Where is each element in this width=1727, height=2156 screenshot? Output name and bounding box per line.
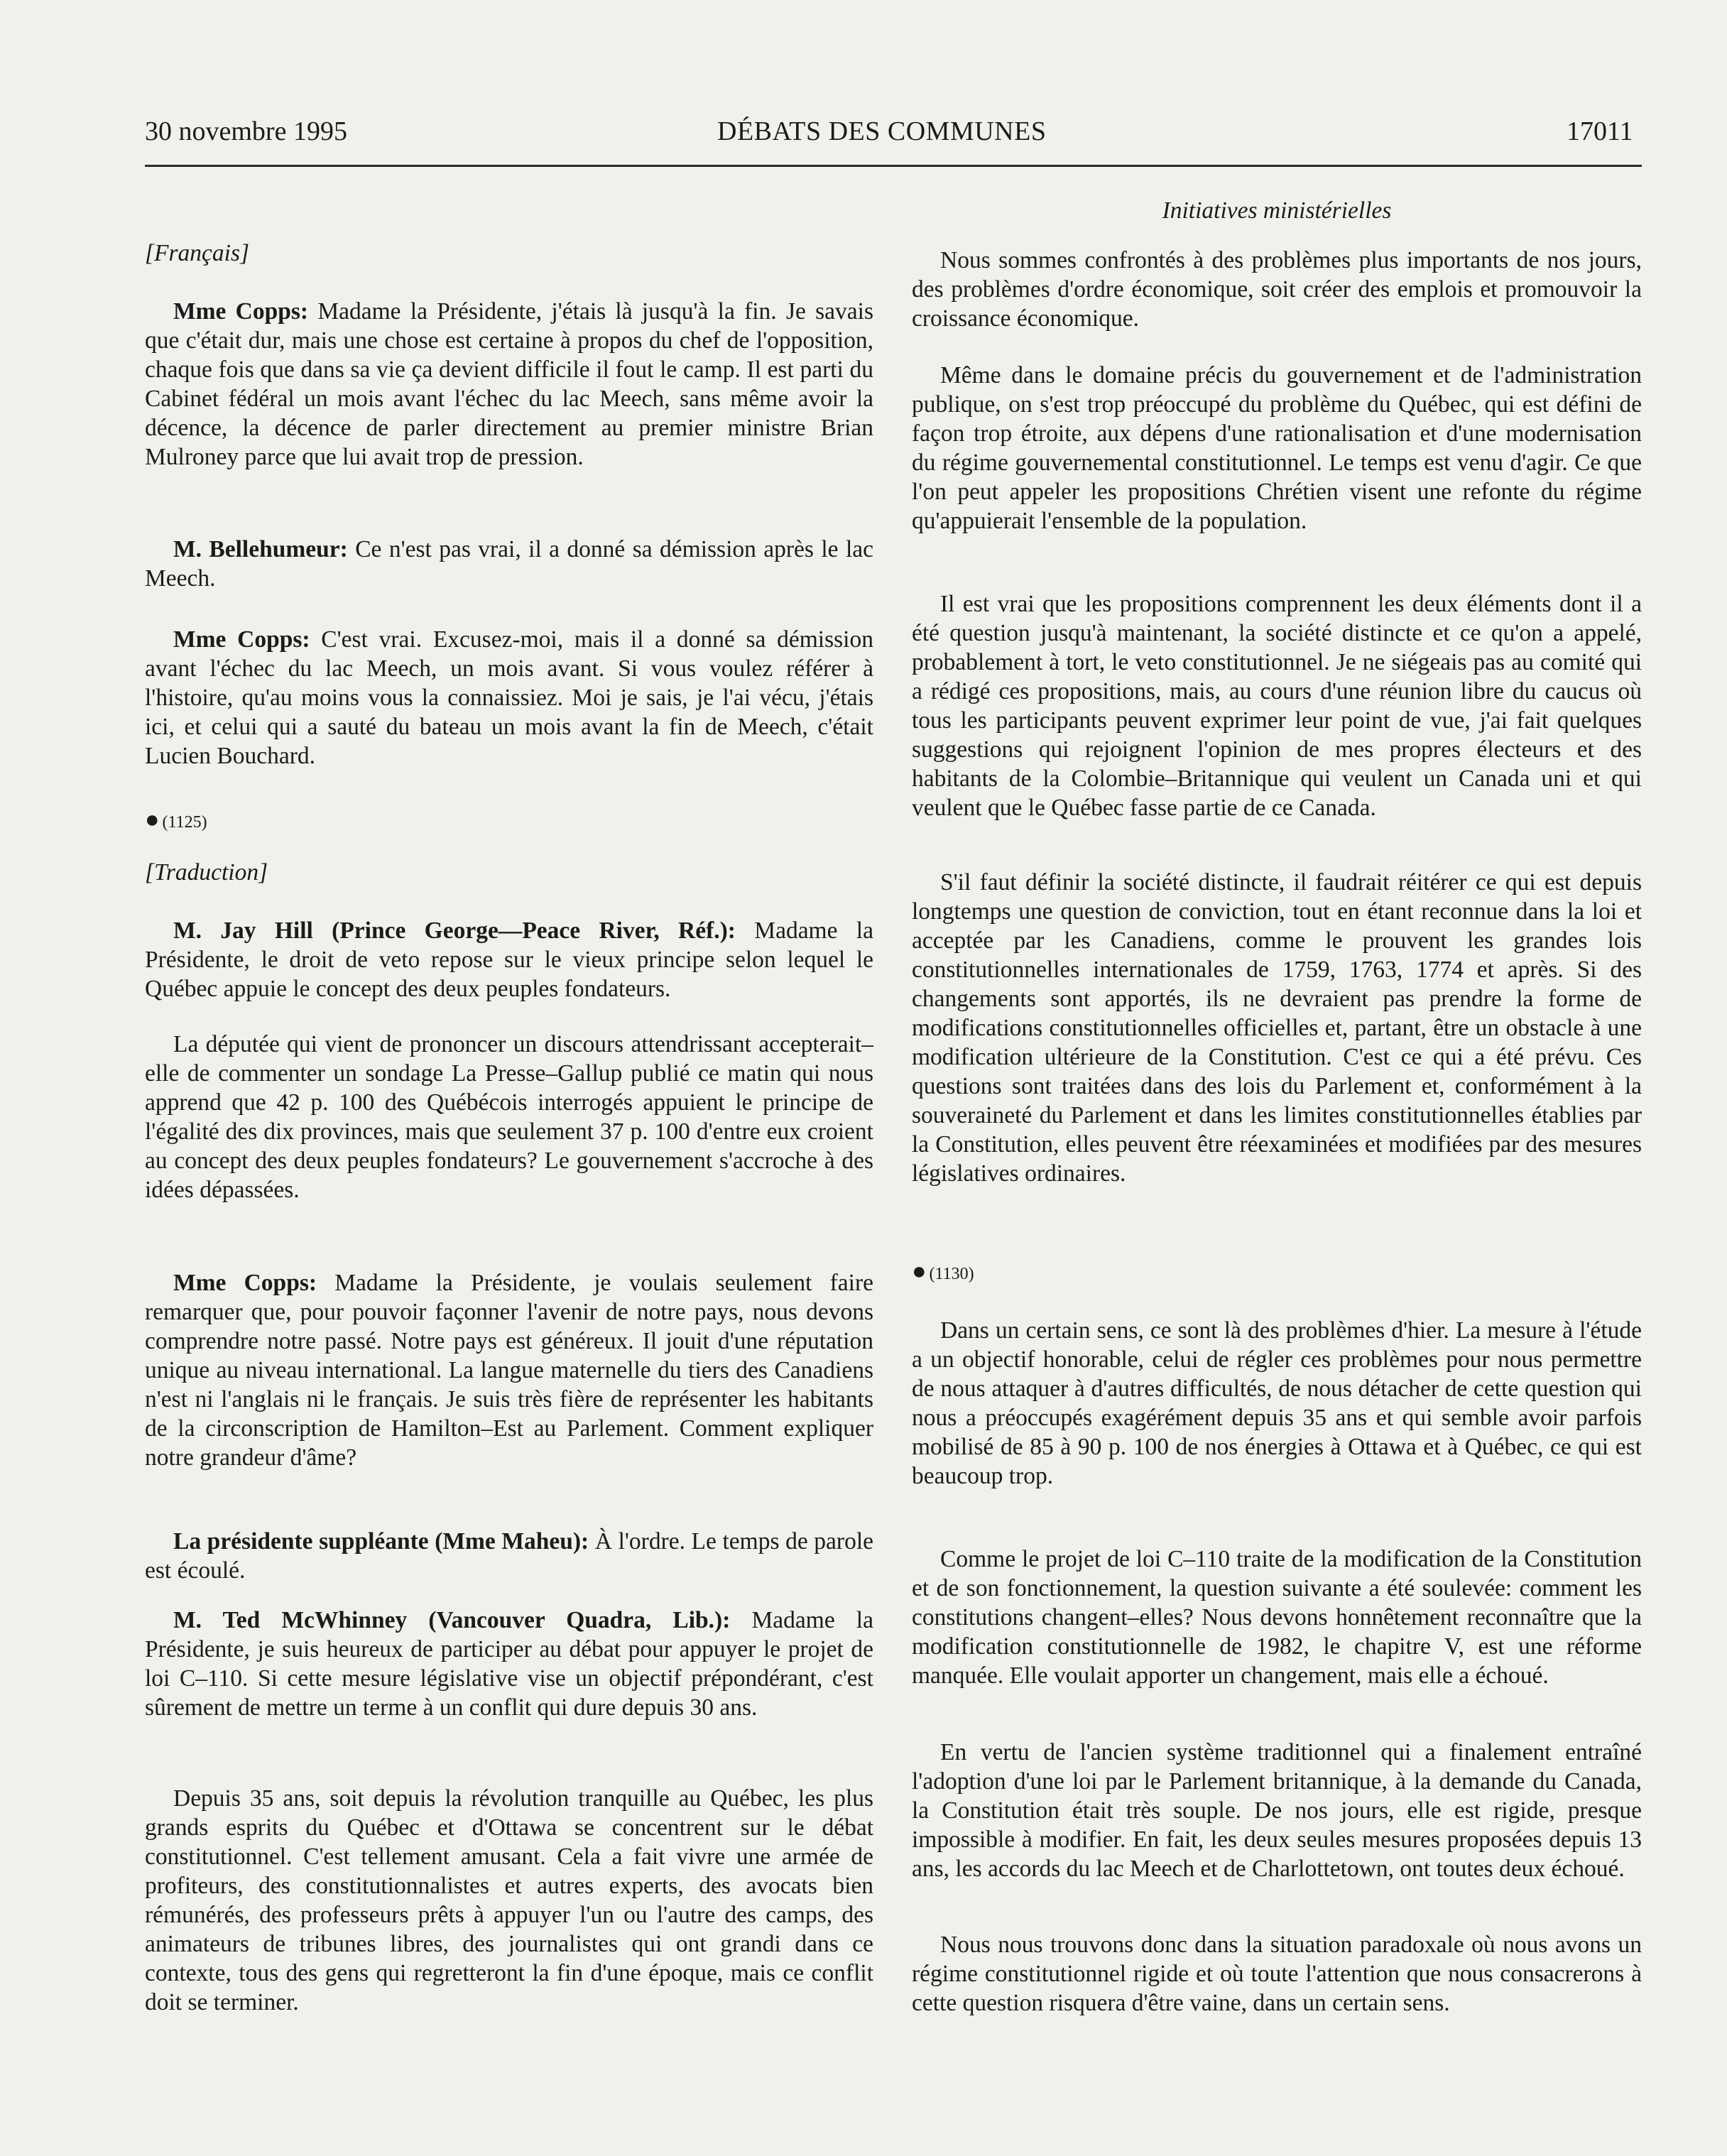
header-rule (145, 165, 1642, 167)
header-title: DÉBATS DES COMMUNES (717, 116, 1047, 146)
paragraph-copps-1 (145, 297, 873, 472)
paragraph-r4: S'il faut définir la société distincte, il faudrait réitérer ce qui est depuis longtemps une question de conviction, tout en étant reconnue dans la loi et acceptée par les Canadiens, comme le prouvent les grandes lois constitutionnelles internationales de 1759, 1763, 1774 et après. Si des changements sont apportés, ils ne devraient pas prendre la forme de modifications constitutionnelles officielles et, partant, être un obstacle à une modification ultérieure de la Constitution. C'est ce qui a été prévu. Ces questions sont traitées dans des lois du Parlement et, conformément à la souveraineté du Parlement et dans les limites constitutionnelles établies par la Constitution, elles peuvent être réexaminées et modifiées par des mesures législatives ordinaires. (912, 869, 1642, 1187)
paragraph-r2: Même dans le domaine précis du gouvernement et de l'administration publique, on s'est trop préoccupé du problème du Québec, qui est défini de façon trop étroite, aux dépens d'une rationalisation et d'une modernisation du régime gouvernemental constitutionnel. Le temps est venu d'agir. Ce que l'on peut appeler les propositions Chrétien visent une refonte du régime qu'appuierait l'ensemble de la population. (912, 362, 1642, 534)
paragraph-copps-3 (145, 1268, 873, 1472)
speaker-name: Mme Copps: (173, 626, 310, 653)
speaker-name: M. Ted McWhinney (Vancouver Quadra, Lib.): (173, 1607, 731, 1633)
speaker-name: La présidente suppléante (Mme Maheu): (173, 1528, 589, 1555)
speaker-name: Mme Copps: (173, 298, 309, 325)
speaker-name: Mme Copps: (173, 1270, 317, 1296)
paragraph-text: Ce n'est pas vrai, il a donné sa démission après le lac Meech. (145, 536, 873, 592)
paragraph-text: Madame la Présidente, j'étais là jusqu'à la fin. Je savais que c'était dur, mais une chose est certaine à propos du chef de l'opposition, chaque fois que dans sa vie ça devient difficile il fout le camp. Il est parti du Cabinet fédéral un mois avant l'échec du lac Meech, sans même avoir la décence, la décence de parler directement au premier ministre Brian Mulroney parce que lui avait trop de pression. (145, 298, 873, 470)
paragraph-jay-hill-2: La députée qui vient de prononcer un discours attendrissant accepterait–elle de commenter un sondage La Presse–Gallup publié ce matin qui nous apprend que 42 p. 100 des Québécois interrogés appuient le principe de l'égalité des dix provinces, mais que seulement 37 p. 100 d'entre eux croient au concept des deux peuples fondateurs? Le gouvernement s'accroche à des idées dépassées. (145, 1031, 873, 1203)
running-head: Initiatives ministérielles (1162, 197, 1392, 224)
time-marker-1130: ● (1130) (912, 1258, 974, 1285)
speaker-name: M. Jay Hill (Prince George—Peace River, Réf.): (173, 918, 736, 944)
paragraph-r3: Il est vrai que les propositions comprennent les deux éléments dont il a été question jusqu'à maintenant, la société distincte et ce qu'on a appelé, probablement à tort, le veto constitutionnel. Je ne siégeais pas au comité qui a rédigé ces propositions, mais, au cours d'une réunion libre du caucus où tous les participants peuvent exprimer leur point de vue, j'ai fait quelques suggestions qui rejoignent l'opinion de mes propres électeurs et des habitants de la Colombie–Britannique qui veulent un Canada uni et qui veulent que le Québec fasse partie de ce Canada. (912, 591, 1642, 821)
paragraph-mcwhinney-1 (145, 1606, 873, 1722)
speaker-name: M. Bellehumeur: (173, 536, 348, 562)
paragraph-copps-2 (145, 625, 873, 771)
paragraph-text: Madame la Présidente, je suis heureux de participer au débat pour appuyer le projet de loi C–110. Si cette mesure législative vise un objectif prépondérant, c'est sûrement de mettre un terme à un conflit qui dure depuis 30 ans. (145, 1607, 873, 1721)
bullet-icon: ● (145, 807, 160, 833)
paragraph-text: C'est vrai. Excusez-moi, mais il a donné sa démission avant l'échec du lac Meech, un mois avant. Si vous voulez référer à l'histoire, qu'au moins vous la connaissiez. Moi je sais, je l'ai vécu, j'étais ici, et celui qui a sauté du bateau un mois avant la fin de Meech, c'était Lucien Bouchard. (145, 626, 873, 769)
paragraph-r8: Nous nous trouvons donc dans la situation paradoxale où nous avons un régime constitutionnel rigide et où toute l'attention que nous consacrerons à cette question risquera d'être vaine, dans un certain sens. (912, 1932, 1642, 2016)
paragraph-r7: En vertu de l'ancien système traditionnel qui a finalement entraîné l'adoption d'une loi par le Parlement britannique, à la demande du Canada, la Constitution était très souple. De nos jours, elle est rigide, presque impossible à modifier. En fait, les deux seules mesures proposées depuis 13 ans, les accords du lac Meech et de Charlottetown, ont toutes deux échoué. (912, 1739, 1642, 1882)
paragraph-text: Madame la Présidente, le droit de veto repose sur le vieux principe selon lequel le Québec appuie le concept des deux peuples fondateurs. (145, 918, 873, 1002)
paragraph-jay-hill (145, 916, 873, 1003)
header-date: 30 novembre 1995 (145, 116, 347, 146)
paragraph-text: À l'ordre. Le temps de parole est écoulé. (145, 1528, 874, 1584)
bullet-icon: ● (912, 1258, 927, 1285)
header-page-number: 17011 (1567, 116, 1633, 146)
paragraph-bellehumeur (145, 535, 873, 593)
paragraph-text: Madame la Présidente, je voulais seulement faire remarquer que, pour pouvoir façonner l'avenir de notre pays, nous devons comprendre notre passé. Notre pays est généreux. Il jouit d'une réputation unique au niveau international. La langue maternelle du tiers des Canadiens n'est ni l'anglais ni le français. Je suis très fière de représenter les habitants de la circonscription de Hamilton–Est au Parlement. Comment expliquer notre grandeur d'âme? (145, 1270, 873, 1471)
language-marker-traduction: [Traduction] (145, 859, 268, 886)
paragraph-maheu (145, 1527, 873, 1585)
paragraph-mcwhinney-2: Depuis 35 ans, soit depuis la révolution tranquille au Québec, les plus grands esprits du Québec et d'Ottawa se concentrent sur le débat constitutionnel. C'est tellement amusant. Cela a fait vivre une armée de profiteurs, des constitutionnalistes et autres experts, des avocats bien rémunérés, des professeurs prêts à appuyer l'un ou l'autre des camps, des animateurs de tribunes libres, des journalistes qui ont grandi dans ce contexte, tous des gens qui regretteront la fin d'une époque, mais ce conflit doit se terminer. (145, 1785, 873, 2015)
paragraph-r5: Dans un certain sens, ce sont là des problèmes d'hier. La mesure à l'étude a un objectif honorable, celui de régler ces problèmes pour nous permettre de nous attaquer à d'autres difficultés, de nous détacher de cette question qui nous a préoccupés exagérément depuis 35 ans et qui semble avoir parfois mobilisé de 85 à 90 p. 100 de nos énergies à Ottawa et à Québec, ce qui est beaucoup trop. (912, 1317, 1642, 1489)
paragraph-r6: Comme le projet de loi C–110 traite de la modification de la Constitution et de son fonctionnement, la question suivante a été soulevée: comment les constitutions changent–elles? Nous devons honnêtement reconnaître que la modification constitutionnelle de 1982, le chapitre V, est une réforme manquée. Elle voulait apporter un changement, mais elle a échoué. (912, 1546, 1642, 1689)
time-marker-1125: ● (1125) (145, 807, 207, 833)
language-marker-francais: [Français] (145, 240, 250, 266)
paragraph-r1: Nous sommes confrontés à des problèmes plus importants de nos jours, des problèmes d'ordre économique, soit créer des emplois et promouvoir la croissance économique. (912, 247, 1642, 332)
